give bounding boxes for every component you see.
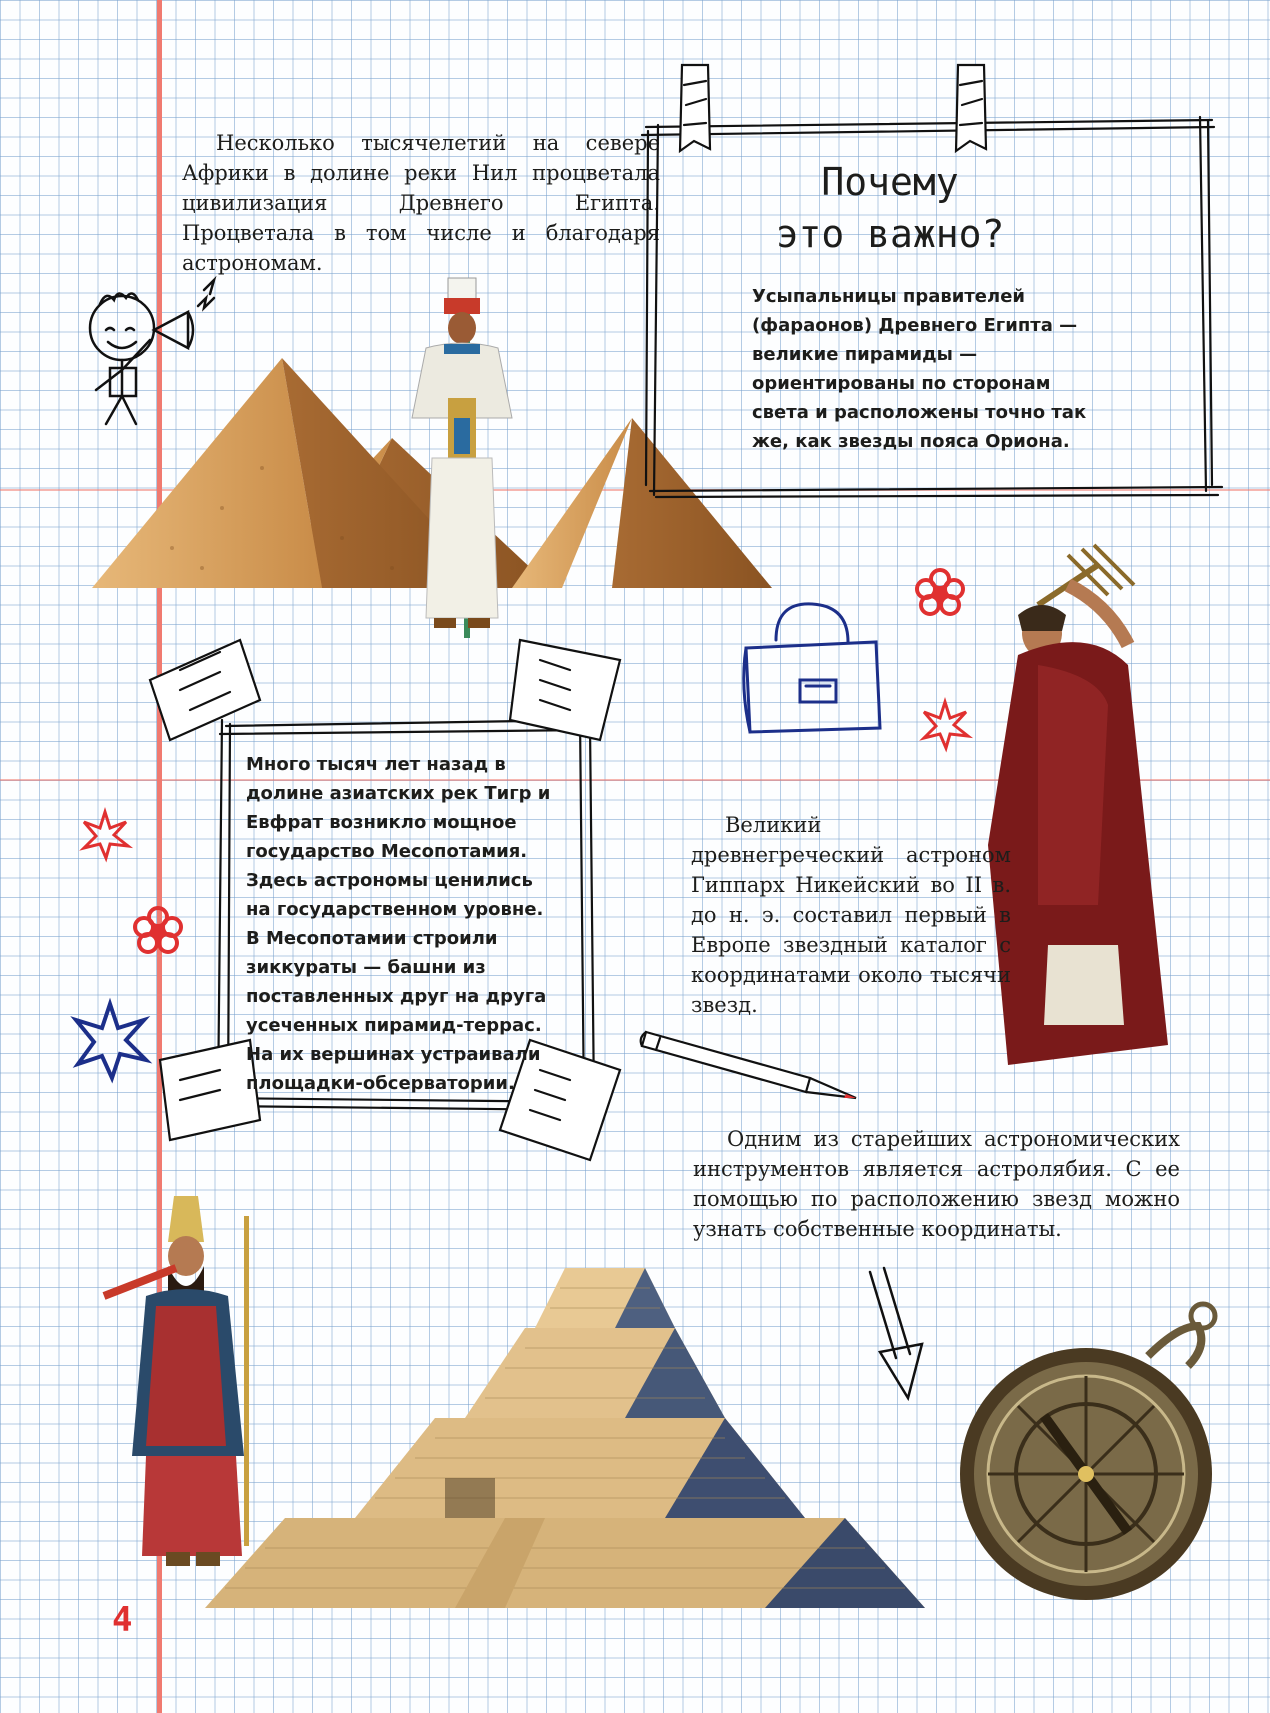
why-box-body: Усыпальницы правителей (фараонов) Древнего Египта — великие пирамиды — ориентированы по сторонам света и расположены точно так же, как звезды пояса Ориона. (752, 286, 1087, 452)
page-number: 4 (112, 1600, 133, 1640)
bag-doodle (736, 600, 886, 740)
red-flower-doodle (910, 565, 970, 625)
pencil-doodle (640, 1012, 870, 1102)
red-star-doodle (920, 700, 970, 750)
red-star-doodle (80, 810, 130, 860)
hipparchus-figure (998, 545, 1198, 1085)
why-box-title-2: это важно? (775, 212, 1005, 256)
intro-paragraph: Несколько тысячелетий на севере Африки в долине реки Нил процветала цивилизация Древнего Египта. Процветала в том числе и благодаря астрономам. (182, 131, 660, 275)
blue-star-doodle (70, 1000, 150, 1080)
mesopotamia-text: Много тысяч лет назад в долине азиатских рек Тигр и Евфрат возникло мощное государство Месопотамия. Здесь астрономы ценились на государственном уровне. В Месопотамии строили зиккураты — башни из поставленных друг на друга усеченных пирамид-террас. На их вершинах устраивали площадки-обсерватории. (246, 754, 551, 1094)
hipparchus-paragraph: Великий древнегреческий астроном Гиппарх Никейский во II в. до н. э. составил первый в Европе звездный каталог с координатами около тысячи звезд. (691, 813, 1011, 1017)
pharaoh-figure (412, 278, 512, 638)
astrolabe-paragraph: Одним из старейших астрономических инструментов является астролябия. С ее помощью по расположению звезд можно узнать собственные координаты. (693, 1127, 1180, 1241)
astrolabe-illustration (948, 1296, 1248, 1626)
ziggurat-illustration (205, 1268, 925, 1608)
why-box-title-1: Почему (821, 160, 959, 204)
